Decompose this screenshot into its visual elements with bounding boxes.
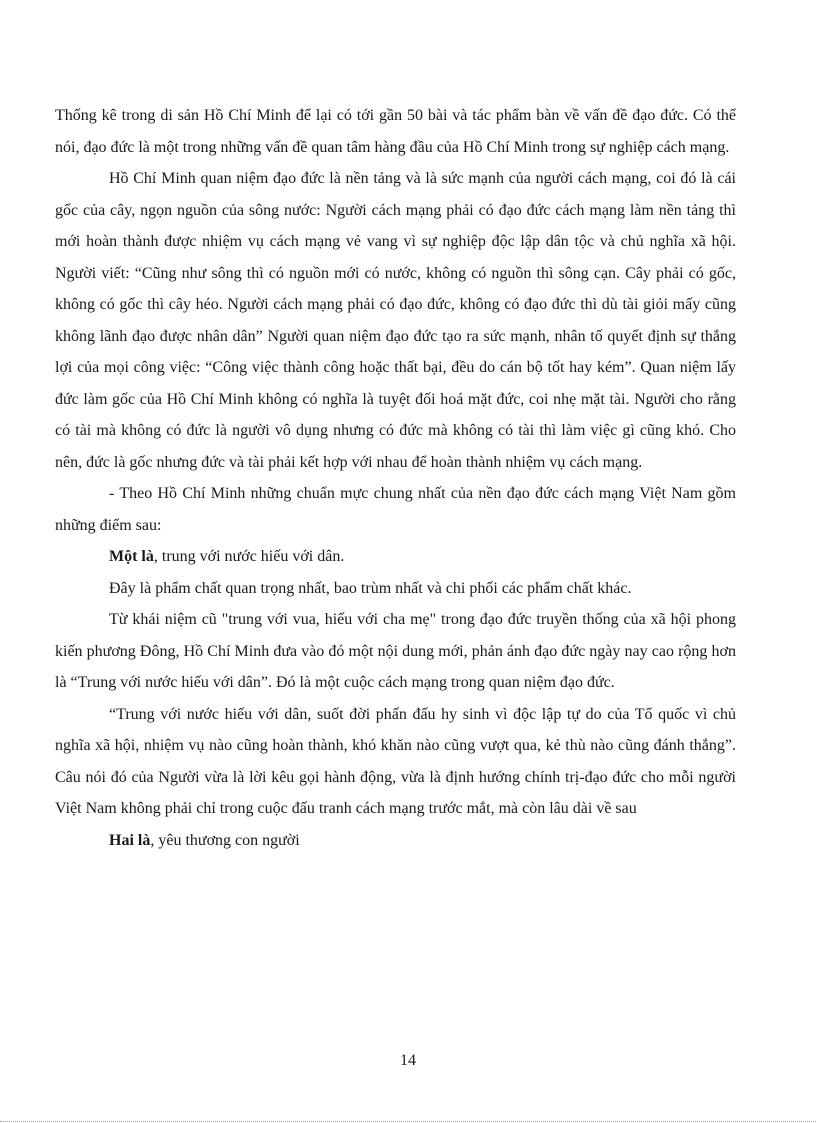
point-one-label: Một là xyxy=(109,548,154,565)
paragraph-intro: Thống kê trong di sản Hồ Chí Minh để lại có tới gần 50 bài và tác phẩm bàn về vấn đề đạo đức. Có thể nói, đạo đức là một trong những vấn đề quan tâm hàng đầu của Hồ Chí Minh trong sự nghiệp cách mạng. xyxy=(55,107,736,156)
point-two-text: , yêu thương con người xyxy=(150,831,300,849)
page-bottom-rule xyxy=(0,1121,816,1122)
paragraph-quote: “Trung với nước hiếu với dân, suốt đời phấn đấu hy sinh vì độc lập tự do của Tổ quốc vì chủ nghĩa xã hội, nhiệm vụ nào cũng hoàn thành, khó khăn nào cũng vượt qua, kẻ thù nào cũng đánh thắng”. Câu nói đó của Người vừa là lời kêu gọi hành động, vừa là định hướng chính trị-đạo đức cho mỗi người Việt Nam không phải chỉ trong cuộc đấu tranh cách mạng trước mắt, mà còn lâu dài về sau xyxy=(55,705,736,817)
paragraph-most-important: Đây là phẩm chất quan trọng nhất, bao trùm nhất và chi phối các phẩm chất khác. xyxy=(109,579,632,597)
document-body xyxy=(55,100,736,856)
point-two-label: Hai là xyxy=(109,831,151,849)
point-one-text: , trung với nước hiếu với dân. xyxy=(153,548,345,565)
page-number: 14 xyxy=(400,1052,416,1069)
paragraph-point-two xyxy=(55,825,736,857)
paragraph-standards-intro: - Theo Hồ Chí Minh những chuẩn mực chung nhất của nền đạo đức cách mạng Việt Nam gồm những điểm sau: xyxy=(55,485,736,534)
paragraph-ethics-foundation: Hồ Chí Minh quan niệm đạo đức là nền tảng và là sức mạnh của người cách mạng, coi đó là cái gốc của cây, ngọn nguồn của sông nước: Người cách mạng phải có đạo đức cách mạng làm nền tảng thì mới hoàn thành được nhiệm vụ cách mạng vẻ vang vì sự nghiệp độc lập dân tộc và chủ nghĩa xã hội. Người viết: “Cũng như sông thì có nguồn mới có nước, không có nguồn thì sông cạn. Cây phải có gốc, không có gốc thì cây héo. Người cách mạng phải có đạo đức, không có đạo đức thì dù tài giỏi mấy cũng không lãnh đạo được nhân dân” Người quan niệm đạo đức tạo ra sức mạnh, nhân tố quyết định sự thắng lợi của mọi công việc: “Công việc thành công hoặc thất bại, đều do cán bộ tốt hay kém”. Quan niệm lấy đức làm gốc của Hồ Chí Minh không có nghĩa là tuyệt đối hoá mặt đức, coi nhẹ mặt tài. Người cho rằng có tài mà không có đức là người vô dụng nhưng có đức mà không có tài thì làm việc gì cũng khó. Cho nên, đức là gốc nhưng đức và tài phải kết hợp với nhau để hoàn thành nhiệm vụ cách mạng. xyxy=(55,170,736,471)
paragraph-point-one xyxy=(55,541,736,573)
paragraph-old-concept: Từ khái niệm cũ "trung với vua, hiếu với cha mẹ" trong đạo đức truyền thống của xã hội phong kiến phương Đông, Hồ Chí Minh đưa vào đó một nội dung mới, phản ánh đạo đức ngày nay cao rộng hơn là “Trung với nước hiếu với dân”. Đó là một cuộc cách mạng trong quan niệm đạo đức. xyxy=(55,611,736,691)
